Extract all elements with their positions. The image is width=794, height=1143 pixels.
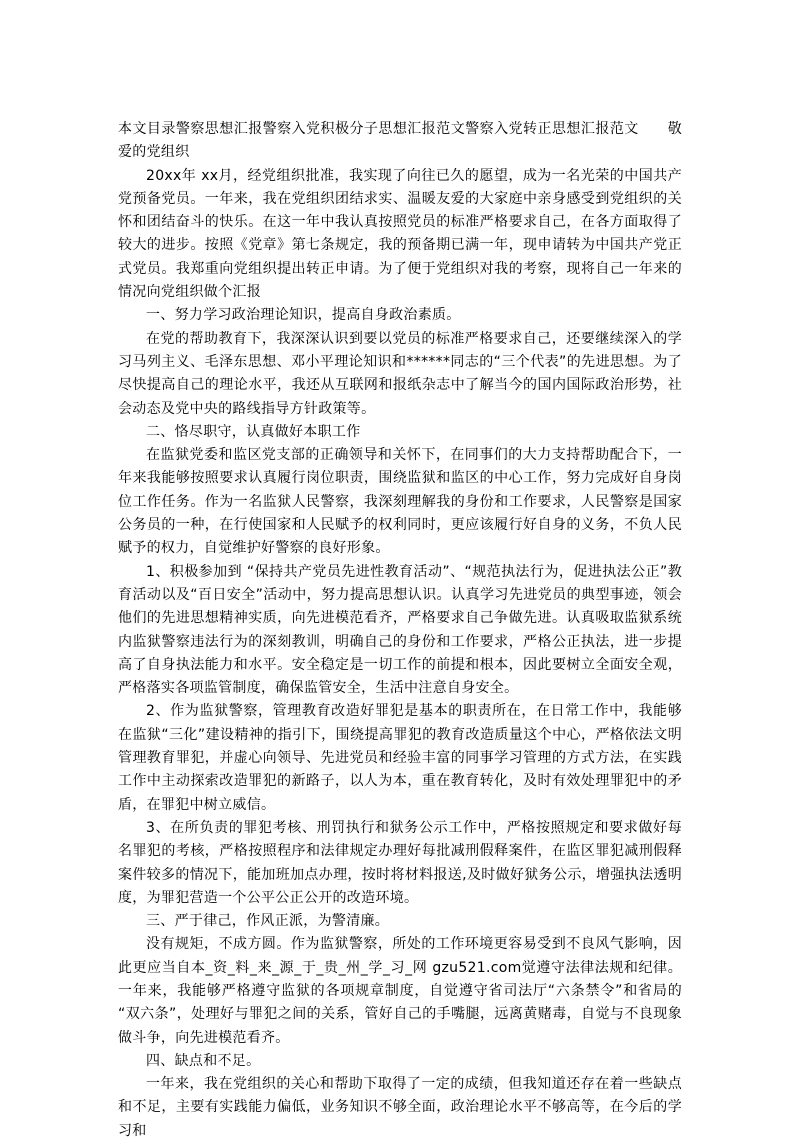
intro-paragraph: 20xx年 xx月，经党组织批准，我实现了向往已久的愿望，成为一名光荣的中国共产党预备党员。一年来，我在党组织团结求实、温暖友爱的大家庭中亲身感受到党组织的关怀和团结奋斗的快乐。在这一年中我认真按照党员的标准严格要求自己，在各方面取得了较大的进步。按照《党章》第七条规定，我的预备期已满一年，现申请转为中国共产党正式党员。我郑重向党组织提出转正申请。为了便于党组织对我的考察，现将自己一年来的情况向党组织做个汇报 [118, 167, 682, 301]
section-heading-3: 三、严于律己，作风正派，为警清廉。 [146, 913, 390, 930]
body-paragraph: 一年来，我在党组织的关心和帮助下取得了一定的成绩，但我知道还存在着一些缺点和不足，主要有实践能力偏低，业务知识不够全面，政治理论水平不够高等，在今后的学习和 [118, 1076, 682, 1139]
title-line: 本文目录警察思想汇报警察入党积极分子思想汇报范文警察入党转正思想汇报范文 敬爱的党组织 [118, 121, 682, 161]
section-heading-2: 二、恪尽职守，认真做好本职工作 [146, 423, 361, 440]
list-item-1: 1、积极参加到 “保持共产党员先进性教育活动”、“规范执法行为，促进执法公正”教育活动以及“百日安全”活动中，努力提高思想认识。认真学习先进党员的典型事迹，领会他们的先进思想精神实质，向先进模范看齐，严格要求自己争做先进。认真吸取监狱系统内监狱警察违法行为的深刻教训，明确自己的身份和工作要求，严格公正执法，进一步提高了自身执法能力和水平。安全稳定是一切工作的前提和根本，因此要树立全面安全观，严格落实各项监管制度，确保监管安全，生活中注意自身安全。 [118, 563, 682, 697]
list-item-3: 3、在所负责的罪犯考核、刑罚执行和狱务公示工作中，严格按照规定和要求做好每名罪犯的考核，严格按照程序和法律规定办理好每批减刑假释案件，在监区罪犯减刑假释案件较多的情况下，能加班加点办理，按时将材料报送,及时做好狱务公示，增强执法透明度，为罪犯营造一个公平公正公开的改造环境。 [118, 819, 682, 906]
body-paragraph: 没有规矩，不成方圆。作为监狱警察，所处的工作环境更容易受到不良风气影响，因此更应当自本_资_料_来_源_于_贵_州_学_习_网 gzu521.com觉遵守法律法规和纪律。一年来，我能够严格遵守监狱的各项规章制度，自觉遵守省司法厅“六条禁令”和省局的 “双六条”，处理好与罪犯之间的关系，管好自己的手嘴腿，远离黄赌毒，自觉与不良现象做斗争，向先进模范看齐。 [118, 936, 682, 1046]
section-heading-1: 一、努力学习政治理论知识，提高自身政治素质。 [146, 307, 461, 324]
document-page [118, 118, 682, 1143]
list-item-2: 2、作为监狱警察，管理教育改造好罪犯是基本的职责所在，在日常工作中，我能够在监狱“三化”建设精神的指引下，围绕提高罪犯的教育改造质量这个中心，严格依法文明管理教育罪犯，并虚心向领导、先进党员和经验丰富的同事学习管理的方式方法，在实践工作中主动探索改造罪犯的新路子，以人为本，重在教育转化，及时有效处理罪犯中的矛盾，在罪犯中树立威信。 [118, 703, 682, 813]
section-heading-4: 四、缺点和不足。 [146, 1052, 261, 1069]
body-paragraph: 在党的帮助教育下，我深深认识到要以党员的标准严格要求自己，还要继续深入的学习马列主义、毛泽东思想、邓小平理论知识和******同志的“三个代表”的先进思想。为了尽快提高自己的理论水平，我还从互联网和报纸杂志中了解当今的国内国际政治形势，社会动态及党中央的路线指导方针政策等。 [118, 330, 682, 417]
body-paragraph: 在监狱党委和监区党支部的正确领导和关怀下，在同事们的大力支持帮助配合下，一年来我能够按照要求认真履行岗位职责，围绕监狱和监区的中心工作，努力完成好自身岗位工作任务。作为一名监狱人民警察，我深刻理解我的身份和工作要求，人民警察是国家公务员的一种，在行使国家和人民赋予的权利同时，更应该履行好自身的义务，不负人民赋予的权力，自觉维护好警察的良好形象。 [118, 447, 682, 557]
